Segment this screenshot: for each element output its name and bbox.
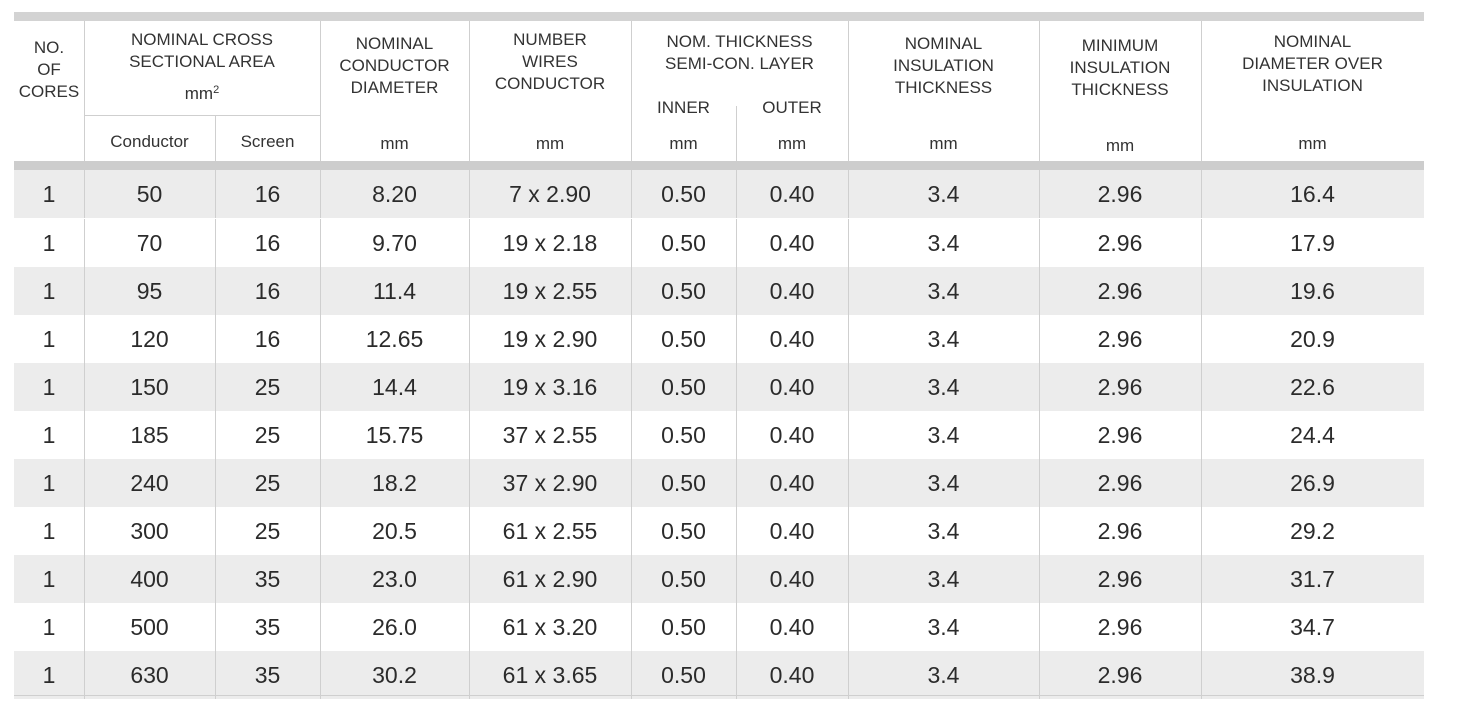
cell-nom-insulation: 3.4 — [927, 662, 960, 688]
cell-min-insulation: 2.96 — [1097, 470, 1143, 496]
cell-conductor-area: 240 — [130, 470, 169, 496]
cell-min-insulation: 2.96 — [1097, 614, 1143, 640]
cell-inner-semicon: 0.50 — [661, 614, 706, 640]
cell-diameter-over: 17.9 — [1290, 230, 1335, 256]
cell-conductor-area: 70 — [136, 230, 163, 256]
cell-nom-insulation: 3.4 — [927, 326, 960, 352]
cell-conductor-diameter: 20.5 — [372, 518, 417, 544]
cell-outer-semicon: 0.40 — [769, 181, 815, 207]
cell-min-insulation: 2.96 — [1097, 278, 1143, 304]
table-row — [14, 363, 1424, 411]
cell-wires: 61 x 2.55 — [502, 518, 598, 544]
cell-screen-area: 16 — [254, 326, 281, 352]
cell-diameter-over: 31.7 — [1290, 566, 1335, 592]
cell-screen-area: 25 — [254, 374, 281, 400]
header-conductor: Conductor — [110, 132, 189, 151]
header-cond-diameter: NOMINAL CONDUCTOR DIAMETER — [339, 34, 450, 97]
cell-conductor-diameter: 11.4 — [372, 278, 417, 304]
cell-conductor-diameter: 26.0 — [372, 614, 417, 640]
cell-conductor-diameter: 18.2 — [372, 470, 417, 496]
cell-conductor-area: 150 — [130, 374, 169, 400]
cell-cores: 1 — [42, 326, 56, 352]
cell-cores: 1 — [42, 374, 56, 400]
table-header — [14, 21, 1424, 161]
cell-cores: 1 — [42, 422, 56, 448]
table-row — [14, 219, 1424, 267]
cell-cores: 1 — [42, 614, 56, 640]
cell-inner-semicon: 0.50 — [661, 566, 706, 592]
cell-diameter-over: 26.9 — [1290, 470, 1335, 496]
cell-inner-semicon: 0.50 — [661, 326, 706, 352]
cell-wires: 7 x 2.90 — [509, 181, 591, 207]
cell-conductor-area: 400 — [130, 566, 169, 592]
cell-min-insulation: 2.96 — [1097, 662, 1143, 688]
table-row — [14, 507, 1424, 555]
cell-inner-semicon: 0.50 — [661, 662, 706, 688]
cell-inner-semicon: 0.50 — [661, 278, 706, 304]
cell-diameter-over: 38.9 — [1290, 662, 1335, 688]
cell-outer-semicon: 0.40 — [769, 614, 815, 640]
cell-diameter-over: 16.4 — [1290, 181, 1335, 207]
cell-conductor-area: 120 — [130, 326, 169, 352]
cell-wires: 19 x 3.16 — [502, 374, 598, 400]
table-row — [14, 603, 1424, 651]
cell-conductor-diameter: 30.2 — [372, 662, 417, 688]
cell-diameter-over: 29.2 — [1290, 518, 1335, 544]
cell-diameter-over: 19.6 — [1290, 278, 1335, 304]
cell-nom-insulation: 3.4 — [927, 566, 960, 592]
table-row — [14, 651, 1424, 699]
header-nom-insulation: NOMINAL INSULATION THICKNESS — [893, 34, 994, 97]
cell-nom-insulation: 3.4 — [927, 422, 960, 448]
header-diam-over: NOMINAL DIAMETER OVER INSULATION — [1242, 32, 1383, 95]
cell-nom-insulation: 3.4 — [927, 181, 960, 207]
cell-cores: 1 — [42, 566, 56, 592]
cell-nom-insulation: 3.4 — [927, 278, 960, 304]
cell-screen-area: 16 — [254, 278, 281, 304]
cell-outer-semicon: 0.40 — [769, 662, 815, 688]
table-row — [14, 411, 1424, 459]
cell-diameter-over: 34.7 — [1290, 614, 1335, 640]
cell-conductor-area: 95 — [136, 278, 163, 304]
cell-outer-semicon: 0.40 — [769, 518, 815, 544]
cell-min-insulation: 2.96 — [1097, 518, 1143, 544]
cell-outer-semicon: 0.40 — [769, 326, 815, 352]
header-screen: Screen — [240, 132, 295, 151]
header-cross-area: NOMINAL CROSS SECTIONAL AREA — [129, 30, 275, 71]
table-row — [14, 170, 1424, 218]
cell-min-insulation: 2.96 — [1097, 326, 1143, 352]
cell-outer-semicon: 0.40 — [769, 422, 815, 448]
cell-conductor-area: 185 — [130, 422, 169, 448]
cell-conductor-diameter: 15.75 — [365, 422, 424, 448]
cell-wires: 37 x 2.90 — [502, 470, 598, 496]
cell-cores: 1 — [42, 278, 56, 304]
cell-min-insulation: 2.96 — [1097, 566, 1143, 592]
cell-inner-semicon: 0.50 — [661, 230, 706, 256]
table-row — [14, 315, 1424, 363]
cell-outer-semicon: 0.40 — [769, 566, 815, 592]
cell-cores: 1 — [42, 662, 56, 688]
cell-outer-semicon: 0.40 — [769, 230, 815, 256]
cell-wires: 61 x 2.90 — [502, 566, 598, 592]
header-outer: OUTER — [762, 98, 822, 117]
header-wires: NUMBER WIRES CONDUCTOR — [494, 30, 606, 93]
cell-nom-insulation: 3.4 — [927, 470, 960, 496]
cell-cores: 1 — [42, 181, 56, 207]
cell-wires: 19 x 2.55 — [502, 278, 598, 304]
header-semicon: NOM. THICKNESS SEMI-CON. LAYER — [665, 32, 814, 73]
cell-inner-semicon: 0.50 — [661, 422, 706, 448]
cell-screen-area: 16 — [254, 181, 281, 207]
cell-diameter-over: 22.6 — [1290, 374, 1335, 400]
table-row — [14, 555, 1424, 603]
cell-wires: 19 x 2.18 — [502, 230, 598, 256]
cell-wires: 19 x 2.90 — [502, 326, 598, 352]
cell-min-insulation: 2.96 — [1097, 181, 1143, 207]
cell-conductor-area: 50 — [136, 181, 163, 207]
header-diam-over-unit: mm — [1298, 134, 1327, 153]
header-cross-unit: $mm^2$ — [184, 84, 220, 103]
cell-conductor-diameter: 9.70 — [372, 230, 417, 256]
cell-min-insulation: 2.96 — [1097, 374, 1143, 400]
cell-wires: 61 x 3.65 — [502, 662, 598, 688]
bottom-rule — [14, 695, 1424, 696]
cell-cores: 1 — [42, 518, 56, 544]
cell-wires: 61 x 3.20 — [502, 614, 598, 640]
cell-inner-semicon: 0.50 — [661, 470, 706, 496]
header-wires-unit: mm — [535, 134, 565, 153]
cell-screen-area: 35 — [254, 566, 281, 592]
cell-wires: 37 x 2.55 — [502, 422, 598, 448]
cell-inner-semicon: 0.50 — [661, 374, 706, 400]
cell-nom-insulation: 3.4 — [927, 518, 960, 544]
cell-conductor-area: 630 — [130, 662, 169, 688]
header-rule — [14, 161, 1424, 170]
cell-inner-semicon: 0.50 — [661, 181, 706, 207]
cell-conductor-diameter: 12.65 — [365, 326, 424, 352]
cell-inner-semicon: 0.50 — [661, 518, 706, 544]
cell-nom-insulation: 3.4 — [927, 230, 960, 256]
cell-diameter-over: 20.9 — [1290, 326, 1335, 352]
header-min-insulation: MINIMUM INSULATION THICKNESS — [1069, 36, 1171, 99]
top-rule — [14, 12, 1424, 21]
cell-outer-semicon: 0.40 — [769, 278, 815, 304]
cell-nom-insulation: 3.4 — [927, 614, 960, 640]
cell-conductor-area: 500 — [130, 614, 169, 640]
table-row — [14, 267, 1424, 315]
cell-conductor-diameter: 14.4 — [372, 374, 417, 400]
header-cores: NO. OF CORES — [18, 38, 80, 101]
cell-screen-area: 35 — [254, 662, 281, 688]
cell-diameter-over: 24.4 — [1290, 422, 1335, 448]
cell-outer-semicon: 0.40 — [769, 374, 815, 400]
header-inner: INNER — [657, 98, 710, 117]
cell-conductor-diameter: 23.0 — [372, 566, 417, 592]
cell-min-insulation: 2.96 — [1097, 230, 1143, 256]
cell-screen-area: 35 — [254, 614, 281, 640]
cell-screen-area: 16 — [254, 230, 281, 256]
header-nom-insulation-unit: mm — [929, 134, 958, 153]
header-outer-unit: mm — [777, 134, 807, 153]
header-cond-diameter-unit: mm — [380, 134, 409, 153]
table-row — [14, 459, 1424, 507]
cell-min-insulation: 2.96 — [1097, 422, 1143, 448]
header-min-insulation-unit: mm — [1105, 136, 1135, 155]
header-inner-unit: mm — [669, 134, 698, 153]
cell-conductor-area: 300 — [130, 518, 169, 544]
cell-outer-semicon: 0.40 — [769, 470, 815, 496]
cell-conductor-diameter: 8.20 — [372, 181, 417, 207]
cell-screen-area: 25 — [254, 518, 281, 544]
cell-cores: 1 — [42, 470, 56, 496]
cell-cores: 1 — [42, 230, 56, 256]
cell-screen-area: 25 — [254, 470, 281, 496]
cell-nom-insulation: 3.4 — [927, 374, 960, 400]
cell-screen-area: 25 — [254, 422, 281, 448]
